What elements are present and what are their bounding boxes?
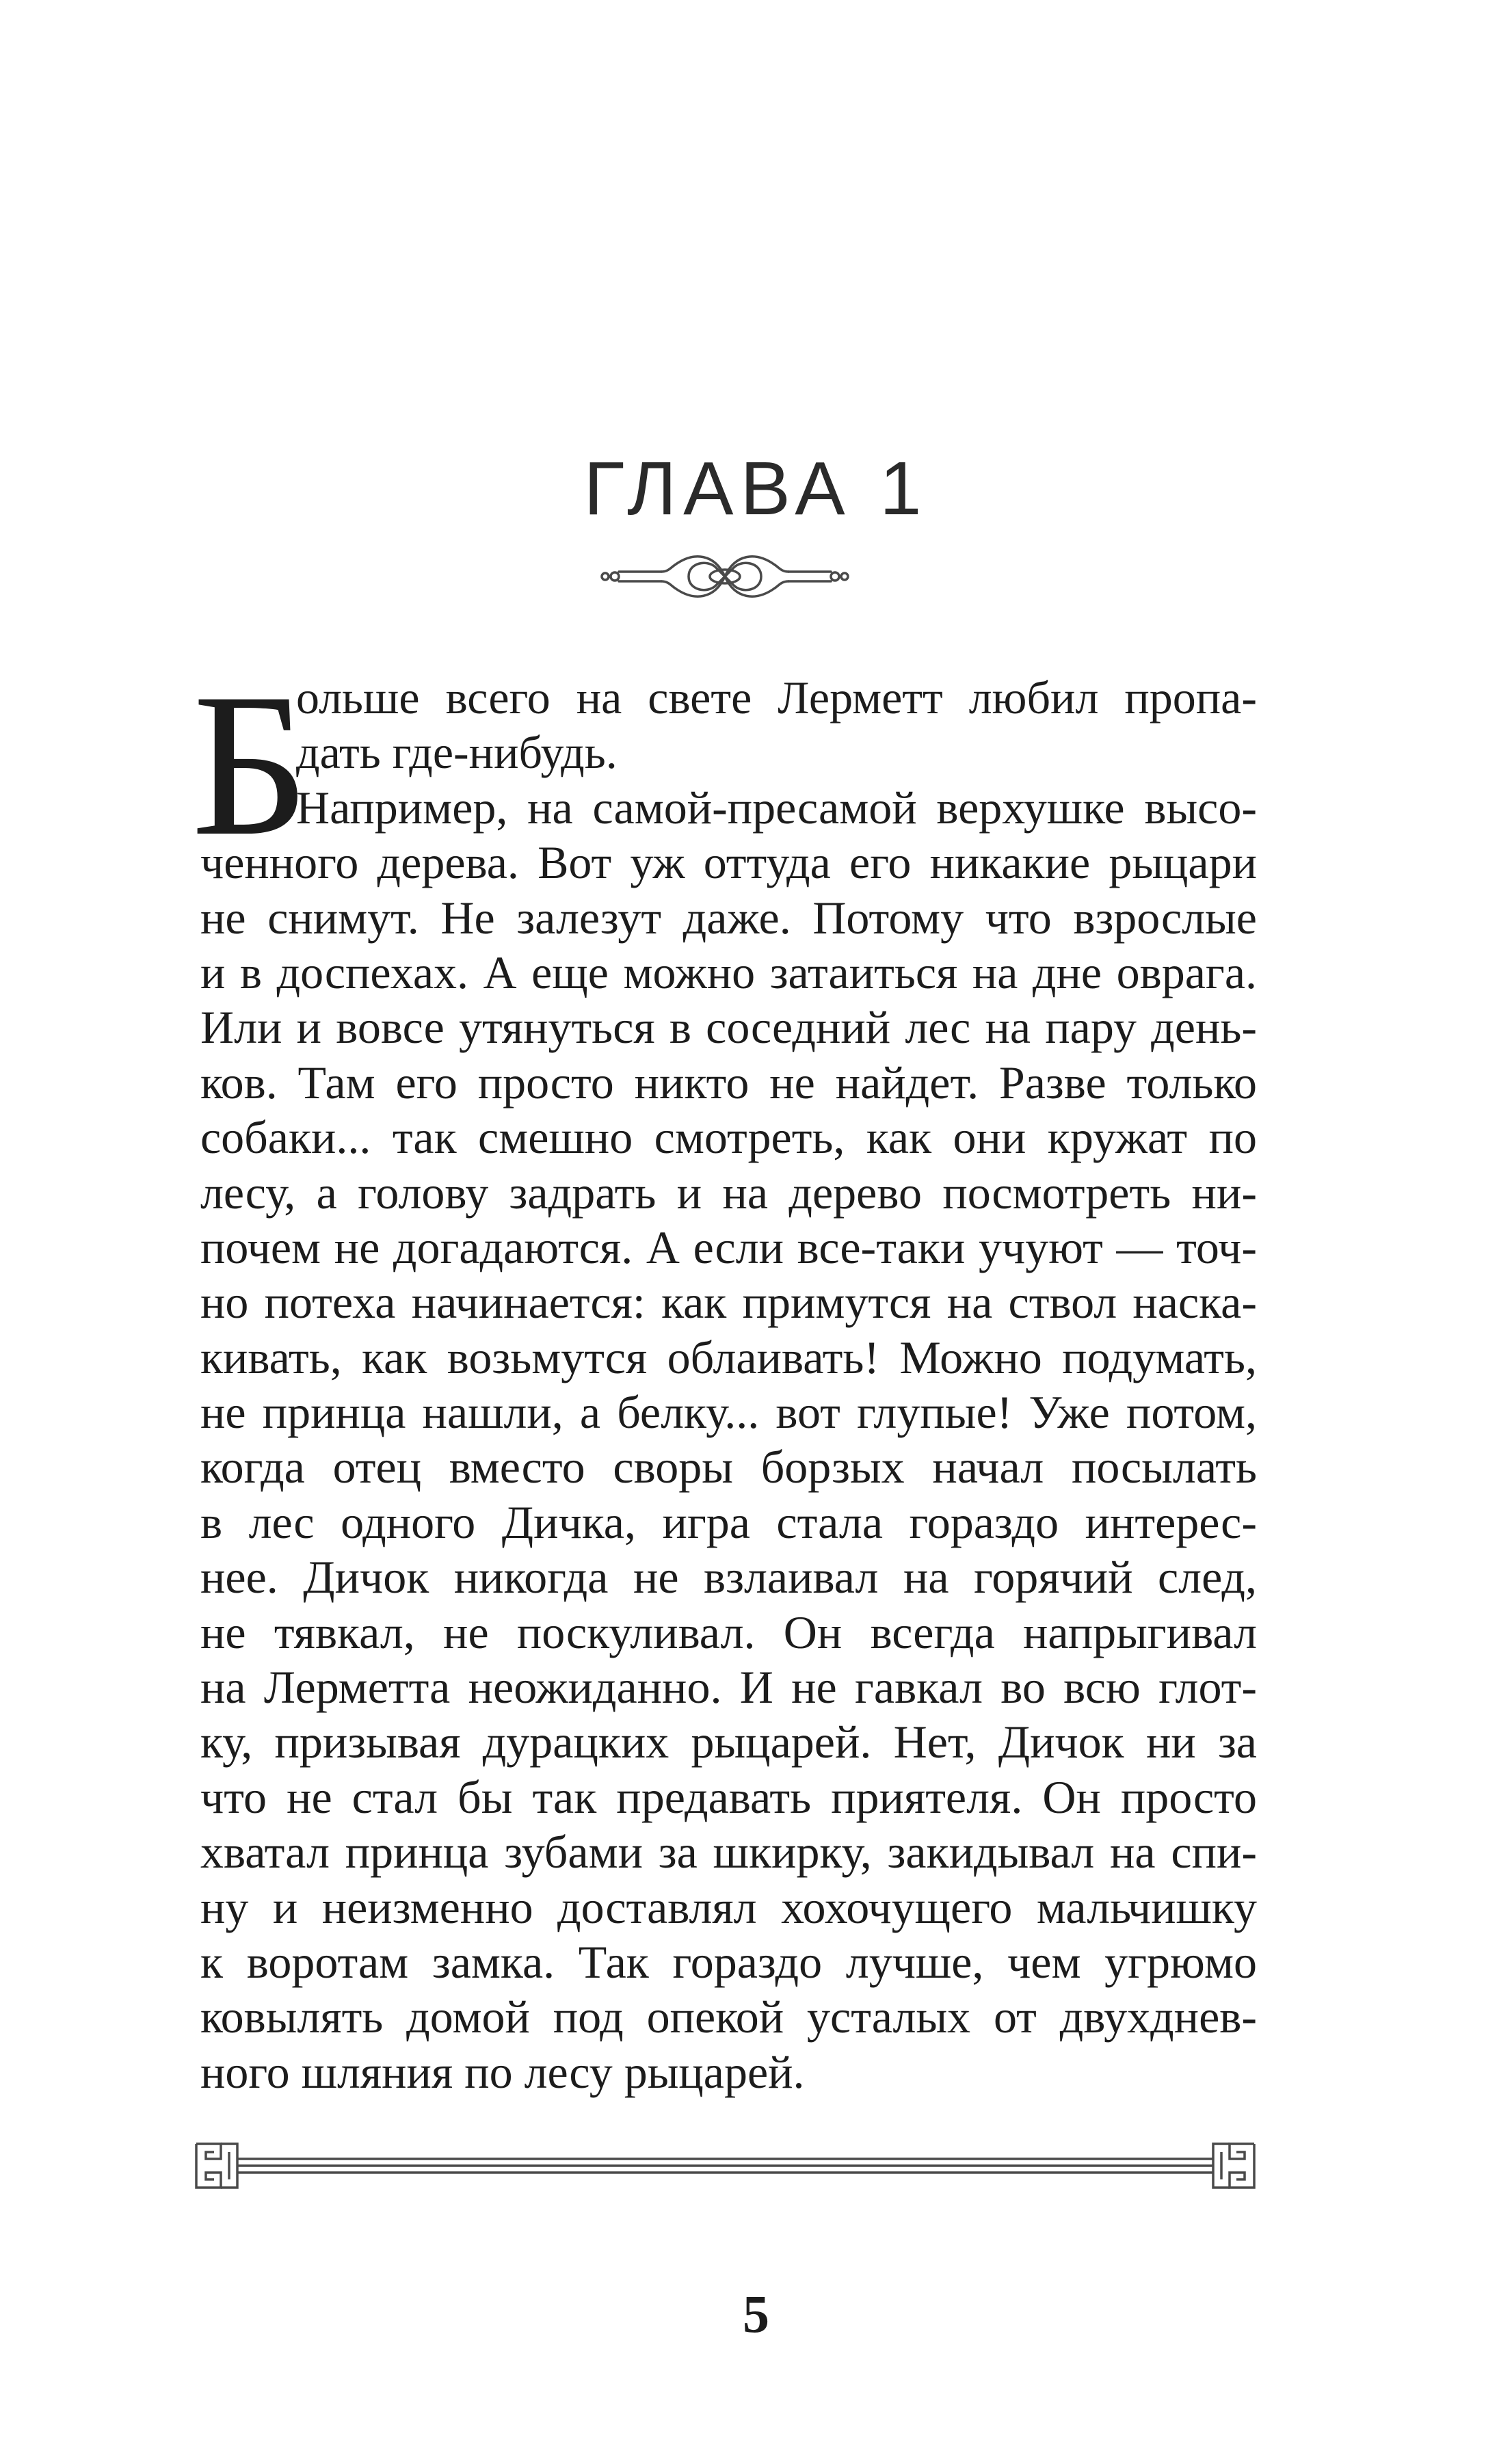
text-line: что не стал бы так предавать приятеля. Он просто — [200, 1770, 1257, 1823]
text-line: и в доспехах. А еще можно затаиться на дне оврага. — [200, 946, 1257, 998]
text-line: но потеха начинается: как примутся на ствол наска- — [200, 1276, 1257, 1329]
text-line: не снимут. Не залезут даже. Потому что взрослые — [200, 891, 1257, 944]
page-number: 5 — [743, 2284, 769, 2344]
text-line: Например, на самой-пресамой верхушке высо- — [296, 781, 1257, 834]
text-line: ку, призывая дурацких рыцарей. Нет, Дичок ни за — [200, 1716, 1257, 1768]
text-line: ного шляния по лесу рыцарей. — [200, 2045, 805, 2098]
greek-key-border-ornament — [194, 2138, 1257, 2193]
text-line: собаки... так смешно смотреть, как они кружат по — [200, 1111, 1257, 1164]
text-line: не принца нашли, а белку... вот глупые! Уже потом, — [200, 1386, 1257, 1439]
text-line: на Лерметта неожиданно. И не гавкал во всю глот- — [200, 1661, 1257, 1714]
text-line: Или и вовсе утянуться в соседний лес на пару день- — [200, 1001, 1257, 1054]
text-line: почем не догадаются. А если все-таки учуют — точ- — [200, 1221, 1257, 1273]
drop-cap: Б — [191, 651, 310, 878]
text-line: ну и неизменно доставлял хохочущего мальчишку — [200, 1881, 1257, 1933]
text-line: дать где-нибудь. — [296, 726, 618, 779]
body-text — [200, 670, 1257, 2099]
text-line: ольше всего на свете Лерметт любил пропа- — [296, 672, 1257, 724]
text-line: к воротам замка. Так гораздо лучше, чем угрюмо — [200, 1935, 1257, 1988]
text-line: хватал принца зубами за шкирку, закидывал на спи- — [200, 1826, 1257, 1879]
text-line: нее. Дичок никогда не взлаивал на горячий след, — [200, 1551, 1257, 1604]
text-line: кивать, как возьмутся облаивать! Можно подумать, — [200, 1331, 1257, 1383]
text-line: ков. Там его просто никто не найдет. Разве только — [200, 1056, 1257, 1109]
celtic-knot-ornament — [598, 547, 851, 606]
text-line: не тявкал, не поскуливал. Он всегда напрыгивал — [200, 1606, 1257, 1658]
text-line: лесу, а голову задрать и на дерево посмотреть ни- — [200, 1166, 1257, 1219]
text-line: в лес одного Дичка, игра стала гораздо интерес- — [200, 1496, 1257, 1548]
text-line: когда отец вместо своры борзых начал посылать — [200, 1441, 1257, 1494]
text-line: ченного дерева. Вот уж оттуда его никакие рыцари — [200, 836, 1257, 889]
text-line: ковылять домой под опекой усталых от двухднев- — [200, 1991, 1257, 2043]
chapter-title: ГЛАВА 1 — [583, 447, 929, 531]
